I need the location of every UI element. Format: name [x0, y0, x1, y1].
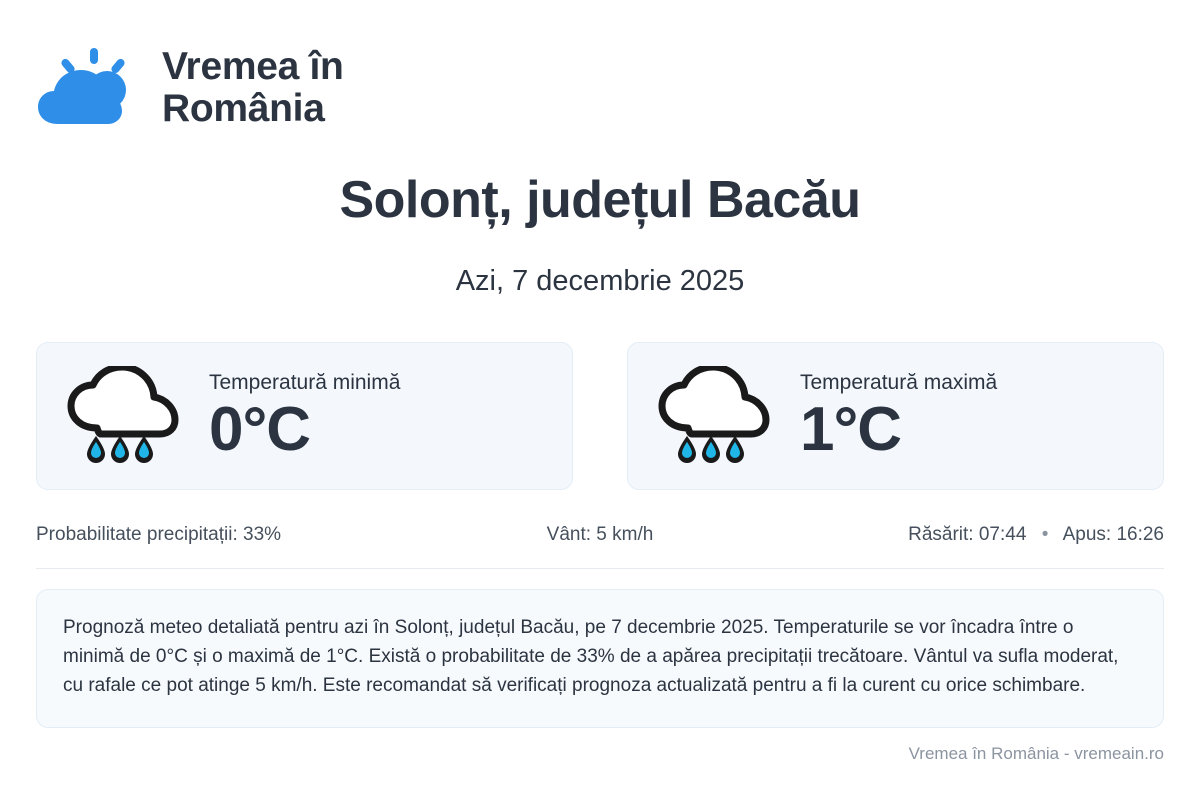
max-temperature-card: [627, 342, 1164, 490]
forecast-description: Prognoză meteo detaliată pentru azi în Solonț, județul Bacău, pe 7 decembrie 2025. Temperaturile se vor încadra între o minimă de 0°C și o maximă de 1°C. Există o probabilitate de 33% de a apărea precipitații trecătoare. Vântul va sufla moderat, cu rafale ce pot atinge 5 km/h. Este recomandat să verificați prognoza actualizată pentru a fi la curent cu orice schimbare.: [36, 589, 1164, 728]
min-temperature-card: [36, 342, 573, 490]
max-temperature-text: [800, 371, 997, 462]
page-date: Azi, 7 decembrie 2025: [455, 265, 745, 298]
precipitation-probability: Probabilitate precipitații: 33%: [36, 524, 282, 546]
max-temperature-label: Temperatură maximă: [800, 370, 998, 394]
rain-cloud-icon: [65, 366, 183, 466]
min-temperature-value: 0°C: [209, 394, 311, 464]
temperature-cards: [36, 342, 1164, 490]
brand-title: [162, 46, 344, 130]
sun-times-separator: •: [1041, 524, 1049, 546]
sun-behind-cloud-icon: [36, 46, 144, 130]
brand-title-line1: Vremea în: [162, 45, 344, 88]
rain-cloud-icon: [656, 366, 774, 466]
sun-times: [788, 524, 1164, 546]
min-temperature-label: Temperatură minimă: [209, 370, 401, 394]
page-title: Solonț, județul Bacău: [339, 171, 861, 230]
sunrise-time: Răsărit: 07:44: [908, 524, 1027, 546]
min-temperature-text: [209, 371, 400, 462]
site-footer: Vremea în România - vremeain.ro: [908, 744, 1164, 763]
weather-meta-row: [36, 524, 1164, 569]
sunset-time: Apus: 16:26: [1062, 524, 1164, 546]
brand-header: [36, 0, 1164, 130]
wind-speed: Vânt: 5 km/h: [546, 524, 654, 546]
brand-title-line2: România: [162, 87, 325, 131]
max-temperature-value: 1°C: [800, 394, 902, 464]
